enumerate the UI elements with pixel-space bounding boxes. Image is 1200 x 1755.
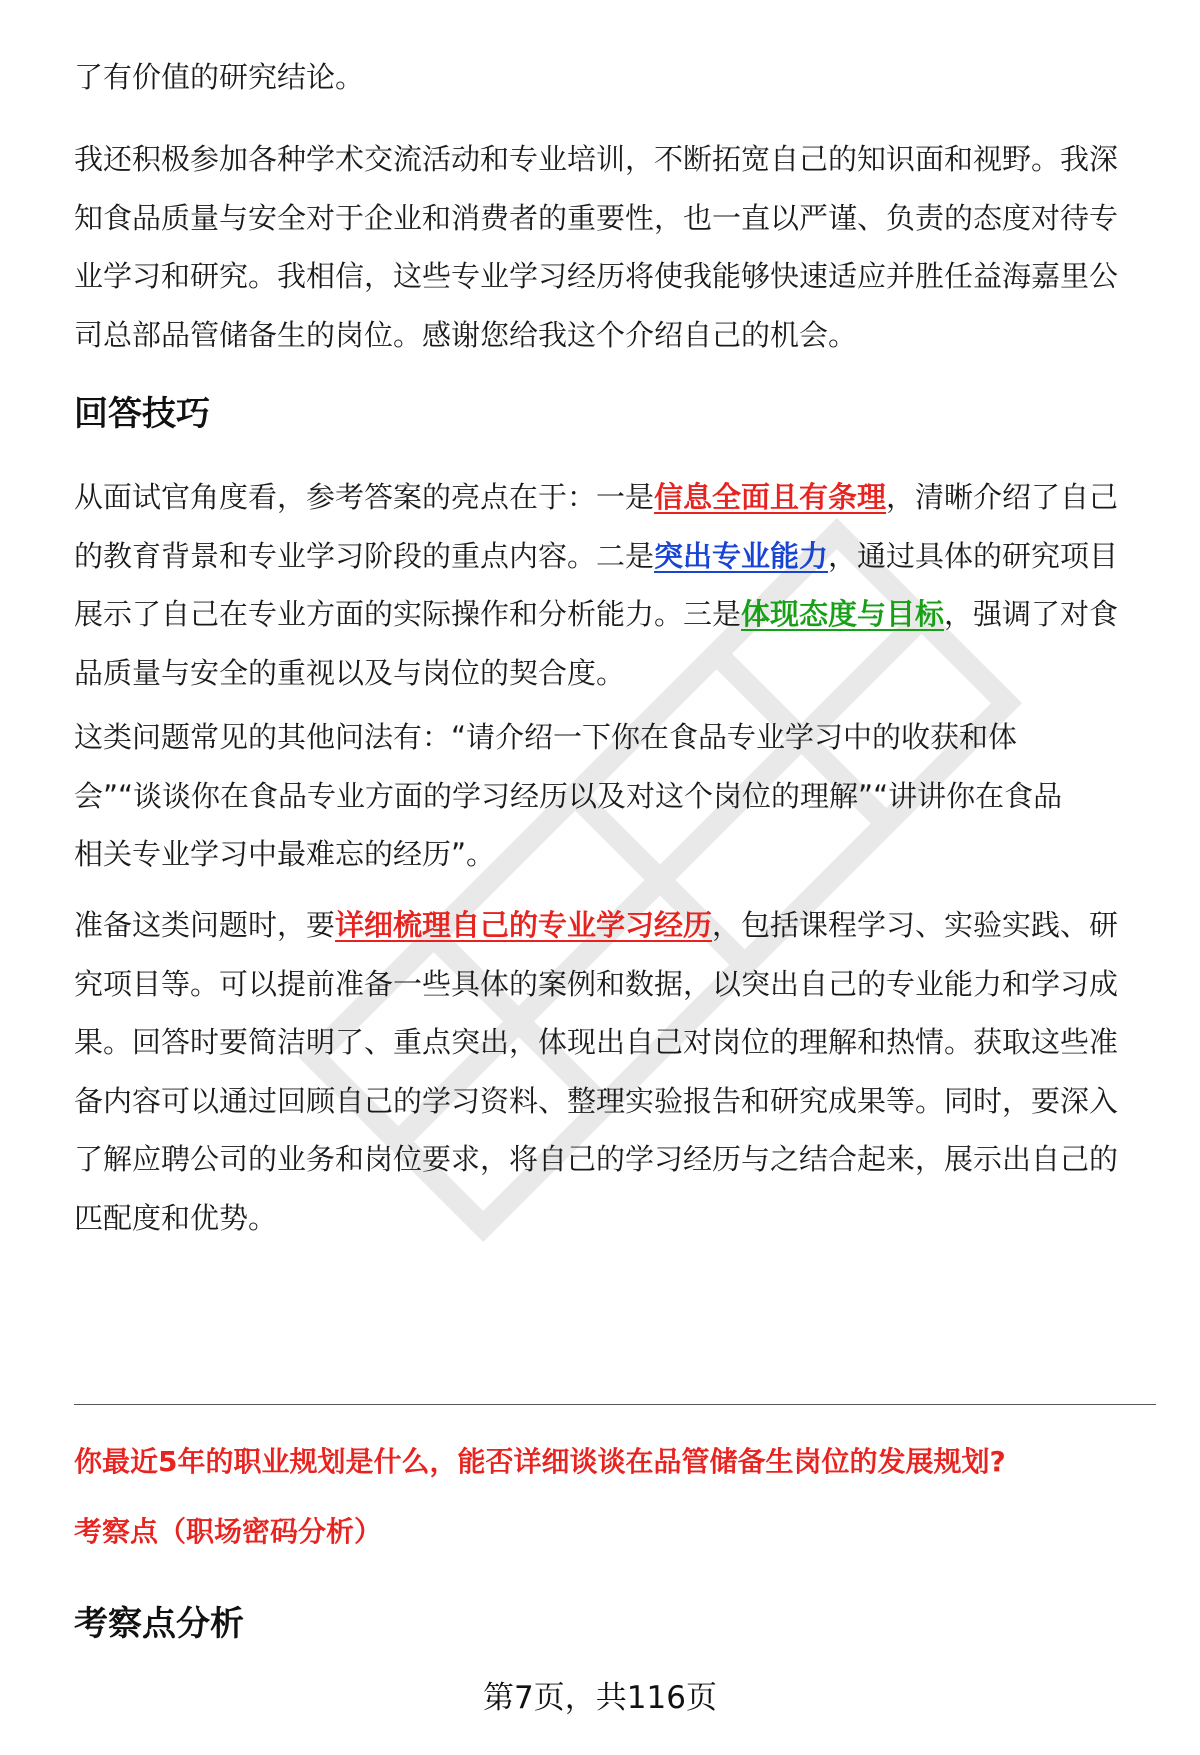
highlight-professional-ability: 突出专业能力 <box>654 538 829 573</box>
page-number: 第7页，共116页 <box>483 1680 717 1716</box>
next-question-title: 你最近5年的职业规划是什么，能否详细谈谈在品管储备生岗位的发展规划? <box>74 1445 1006 1478</box>
paragraph-highlights <box>74 468 1144 702</box>
alt-question-line: 这类问题常见的其他问法有：“请介绍一下你在食品专业学习中的收获和体 <box>74 720 1018 754</box>
paragraph-alt-questions <box>74 708 1144 884</box>
text-segment: 从面试官角度看，参考答案的亮点在于：一是 <box>74 480 655 514</box>
text-segment: ，清晰介绍了自己的教育背景和专业学习阶段的重点内容。二是 <box>74 480 1119 573</box>
highlight-complete-info: 信息全面且有条理 <box>654 480 887 514</box>
highlight-review-experience: 详细梳理自己的专业学习经历 <box>335 908 713 942</box>
text-segment: ，通过具体的研究项目展示了自己在专业方面的实际操作和分析能力。三是 <box>74 538 1119 631</box>
paragraph-intro-end: 了有价值的研究结论。 <box>74 60 365 94</box>
question-tag: 考察点（职场密码分析） <box>74 1515 383 1548</box>
alt-question-line: 会”“谈谈你在食品专业方面的学习经历以及对这个岗位的理解”“讲讲你在食品 <box>74 778 1063 813</box>
paragraph-preparation <box>74 896 1144 1247</box>
section-heading-analysis: 考察点分析 <box>74 1604 244 1644</box>
paragraph-experience: 我还积极参加各种学术交流活动和专业培训，不断拓宽自己的知识面和视野。我深知食品质量与安全对于企业和消费者的重要性，也一直以严谨、负责的态度对待专业学习和研究。我相信，这些专业学习经历将使我能够快速适应并胜任益海嘉里公司总部品管储备生的岗位。感谢您给我这个介绍自己的机会。 <box>74 142 1119 352</box>
alt-question-line: 相关专业学习中最难忘的经历”。 <box>74 837 496 871</box>
text-segment: ，包括课程学习、实验实践、研究项目等。可以提前准备一些具体的案例和数据，以突出自己的专业能力和学习成果。回答时要简洁明了、重点突出，体现出自己对岗位的理解和热情。获取这些准备内容可以通过回顾自己的学习资料、整理实验报告和研究成果等。同时，要深入了解应聘公司的业务和岗位要求，将自己的学习经历与之结合起来，展示出自己的匹配度和优势。 <box>74 908 1119 1235</box>
highlight-attitude-goal: 体现态度与目标 <box>741 597 945 631</box>
section-heading-tips: 回答技巧 <box>74 394 210 434</box>
text-segment: 准备这类问题时，要 <box>74 908 336 942</box>
section-divider <box>74 1404 1156 1405</box>
text-segment: ，强调了对食品质量与安全的重视以及与岗位的契合度。 <box>74 597 1119 690</box>
